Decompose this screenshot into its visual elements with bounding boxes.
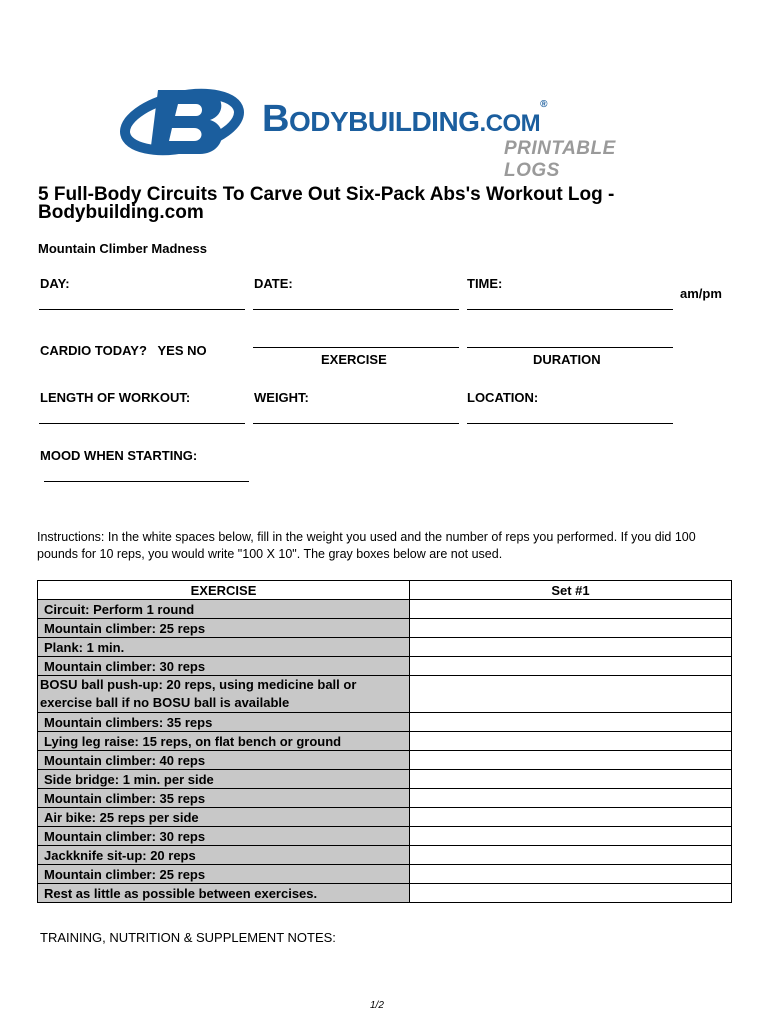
ampm-label: am/pm [680, 286, 722, 301]
set1-cell[interactable] [410, 865, 732, 884]
cardio-duration-label: DURATION [533, 352, 601, 367]
time-label: TIME: [467, 276, 503, 291]
date-label: DATE: [254, 276, 293, 291]
exercise-cell: Mountain climbers: 35 reps [38, 713, 410, 732]
table-row [38, 676, 732, 713]
set1-cell[interactable] [410, 884, 732, 903]
exercise-cell: Air bike: 25 reps per side [38, 808, 410, 827]
table-row [38, 751, 732, 770]
table-row [38, 846, 732, 865]
table-row [38, 884, 732, 903]
workout-subtitle: Mountain Climber Madness [38, 241, 208, 256]
bodybuilding-b-logo-icon [120, 78, 250, 162]
set1-column-header: Set #1 [410, 581, 732, 600]
date-field[interactable] [253, 309, 459, 310]
brand-wordmark: BODYBUILDING.COM® [262, 98, 547, 140]
table-row [38, 638, 732, 657]
set1-cell[interactable] [410, 619, 732, 638]
exercise-cell: BOSU ball push-up: 20 reps, using medicine ball or exercise ball if no BOSU ball is available [38, 676, 410, 713]
exercise-column-header: EXERCISE [38, 581, 410, 600]
set1-cell[interactable] [410, 827, 732, 846]
length-field[interactable] [39, 423, 245, 424]
location-field[interactable] [467, 423, 673, 424]
mood-field[interactable] [44, 481, 249, 482]
set1-cell[interactable] [410, 770, 732, 789]
set1-cell[interactable] [410, 657, 732, 676]
exercise-cell: Lying leg raise: 15 reps, on flat bench or ground [38, 732, 410, 751]
workout-log-table [37, 580, 732, 903]
set1-cell[interactable] [410, 600, 732, 619]
exercise-cell: Mountain climber: 40 reps [38, 751, 410, 770]
table-row [38, 657, 732, 676]
set1-cell[interactable] [410, 713, 732, 732]
length-label: LENGTH OF WORKOUT: [40, 390, 191, 405]
exercise-cell: Circuit: Perform 1 round [38, 600, 410, 619]
exercise-cell: Mountain climber: 30 reps [38, 657, 410, 676]
set1-cell[interactable] [410, 846, 732, 865]
set1-cell[interactable] [410, 751, 732, 770]
cardio-label: CARDIO TODAY? YES NO [40, 343, 207, 358]
page-title: 5 Full-Body Circuits To Carve Out Six-Pack Abs's Workout Log - Bodybuilding.com [38, 184, 615, 223]
day-field[interactable] [39, 309, 245, 310]
cardio-duration-field[interactable] [467, 347, 673, 348]
time-field[interactable] [467, 309, 673, 310]
instructions: Instructions: In the white spaces below, fill in the weight you used and the number of reps you performed. If you did 100 pounds for 10 reps, you would write "100 X 10". The gray boxes below are not used. [37, 530, 696, 561]
bodybuilding-logo [120, 78, 660, 181]
printable-logs-label: PRINTABLE LOGS [504, 138, 616, 181]
set1-cell[interactable] [410, 732, 732, 751]
set1-cell[interactable] [410, 638, 732, 657]
table-row [38, 600, 732, 619]
exercise-cell: Mountain climber: 30 reps [38, 827, 410, 846]
mood-label: MOOD WHEN STARTING: [40, 448, 198, 463]
notes-heading: TRAINING, NUTRITION & SUPPLEMENT NOTES: [40, 930, 336, 945]
page-number: 1/2 [370, 1000, 384, 1011]
set1-cell[interactable] [410, 676, 732, 713]
table-row [38, 789, 732, 808]
exercise-cell: Jackknife sit-up: 20 reps [38, 846, 410, 865]
exercise-cell: Mountain climber: 35 reps [38, 789, 410, 808]
exercise-cell: Mountain climber: 25 reps [38, 865, 410, 884]
cardio-exercise-field[interactable] [253, 347, 459, 348]
exercise-cell: Rest as little as possible between exercises. [38, 884, 410, 903]
table-header-row [38, 581, 732, 600]
cardio-exercise-label: EXERCISE [321, 352, 387, 367]
table-row [38, 827, 732, 846]
weight-label: WEIGHT: [254, 390, 309, 405]
table-row [38, 770, 732, 789]
table-row [38, 713, 732, 732]
table-row [38, 808, 732, 827]
set1-cell[interactable] [410, 808, 732, 827]
exercise-cell: Side bridge: 1 min. per side [38, 770, 410, 789]
table-row [38, 619, 732, 638]
weight-field[interactable] [253, 423, 459, 424]
exercise-cell: Plank: 1 min. [38, 638, 410, 657]
set1-cell[interactable] [410, 789, 732, 808]
location-label: LOCATION: [467, 390, 539, 405]
table-row [38, 865, 732, 884]
day-label: DAY: [40, 276, 70, 291]
exercise-cell: Mountain climber: 25 reps [38, 619, 410, 638]
table-row [38, 732, 732, 751]
